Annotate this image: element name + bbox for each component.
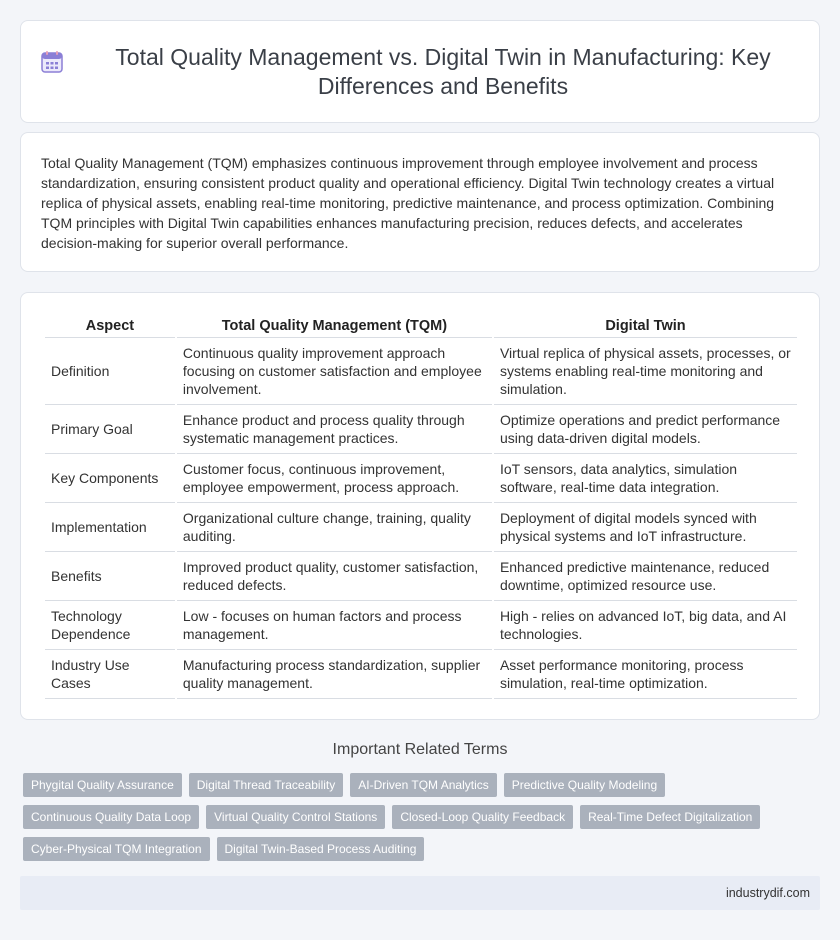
cell-digital-twin: Asset performance monitoring, process simulation, real-time optimization.	[494, 650, 797, 699]
cell-digital-twin: Virtual replica of physical assets, processes, or systems enabling real-time monitoring and simulation.	[494, 338, 797, 405]
page-title: Total Quality Management vs. Digital Twin in Manufacturing: Key Differences and Benefits	[115, 43, 771, 99]
cell-aspect: Benefits	[45, 552, 175, 601]
tag-closed-loop-quality-feedback[interactable]: Closed-Loop Quality Feedback	[392, 805, 573, 829]
cell-digital-twin: Optimize operations and predict performance using data-driven digital models.	[494, 405, 797, 454]
cell-digital-twin: IoT sensors, data analytics, simulation software, real-time data integration.	[494, 454, 797, 503]
cell-aspect: Key Components	[45, 454, 175, 503]
cell-tqm: Customer focus, continuous improvement, employee empowerment, process approach.	[177, 454, 492, 503]
cell-aspect: Definition	[45, 338, 175, 405]
tag-real-time-defect-digitalization[interactable]: Real-Time Defect Digitalization	[580, 805, 760, 829]
tag-continuous-quality-data-loop[interactable]: Continuous Quality Data Loop	[23, 805, 199, 829]
cell-tqm: Low - focuses on human factors and process management.	[177, 601, 492, 650]
header-aspect: Aspect	[45, 311, 175, 338]
cell-tqm: Enhance product and process quality through systematic management practices.	[177, 405, 492, 454]
cell-digital-twin: Enhanced predictive maintenance, reduced downtime, optimized resource use.	[494, 552, 797, 601]
header-digital-twin: Digital Twin	[494, 311, 797, 338]
tag-virtual-quality-control-stations[interactable]: Virtual Quality Control Stations	[206, 805, 385, 829]
tag-phygital-quality-assurance[interactable]: Phygital Quality Assurance	[23, 773, 182, 797]
table-header-row	[45, 311, 797, 338]
intro-paragraph: Total Quality Management (TQM) emphasizes continuous improvement through employee involvement and process standardization, ensuring consistent product quality and operational efficiency. Digital Twin technology creates a virtual replica of physical assets, enabling real-time monitoring, predictive maintenance, and process optimization. Combining TQM principles with Digital Twin capabilities enhances manufacturing precision, reduces defects, and accelerates decision-making for superior overall performance.	[41, 155, 775, 251]
tag-row	[23, 805, 823, 829]
tag-digital-thread-traceability[interactable]: Digital Thread Traceability	[189, 773, 344, 797]
related-terms-tags	[23, 773, 823, 869]
footer	[20, 876, 820, 910]
table-row	[45, 338, 797, 405]
tag-ai-driven-tqm-analytics[interactable]: AI-Driven TQM Analytics	[350, 773, 496, 797]
cell-aspect: Technology Dependence	[45, 601, 175, 650]
comparison-table	[43, 311, 799, 699]
table-row	[45, 405, 797, 454]
table-row	[45, 650, 797, 699]
cell-aspect: Implementation	[45, 503, 175, 552]
title-wrap	[40, 43, 800, 101]
cell-aspect: Industry Use Cases	[45, 650, 175, 699]
footer-site-link[interactable]: industrydif.com	[725, 886, 810, 900]
tag-predictive-quality-modeling[interactable]: Predictive Quality Modeling	[504, 773, 665, 797]
table-row	[45, 601, 797, 650]
cell-tqm: Organizational culture change, training, quality auditing.	[177, 503, 492, 552]
tag-row	[23, 837, 823, 861]
intro-card	[20, 132, 820, 272]
cell-tqm: Manufacturing process standardization, supplier quality management.	[177, 650, 492, 699]
tag-digital-twin-based-process-auditing[interactable]: Digital Twin-Based Process Auditing	[217, 837, 425, 861]
table-row	[45, 552, 797, 601]
header-tqm: Total Quality Management (TQM)	[177, 311, 492, 338]
table-row	[45, 503, 797, 552]
tag-row	[23, 773, 823, 797]
table-row	[45, 454, 797, 503]
cell-digital-twin: Deployment of digital models synced with physical systems and IoT infrastructure.	[494, 503, 797, 552]
title-card	[20, 20, 820, 123]
calendar-icon	[40, 50, 64, 74]
related-terms-heading: Important Related Terms	[332, 741, 508, 758]
cell-aspect: Primary Goal	[45, 405, 175, 454]
tag-cyber-physical-tqm-integration[interactable]: Cyber-Physical TQM Integration	[23, 837, 210, 861]
cell-tqm: Improved product quality, customer satisfaction, reduced defects.	[177, 552, 492, 601]
cell-digital-twin: High - relies on advanced IoT, big data, and AI technologies.	[494, 601, 797, 650]
cell-tqm: Continuous quality improvement approach focusing on customer satisfaction and employee involvement.	[177, 338, 492, 405]
comparison-table-card	[20, 292, 820, 720]
